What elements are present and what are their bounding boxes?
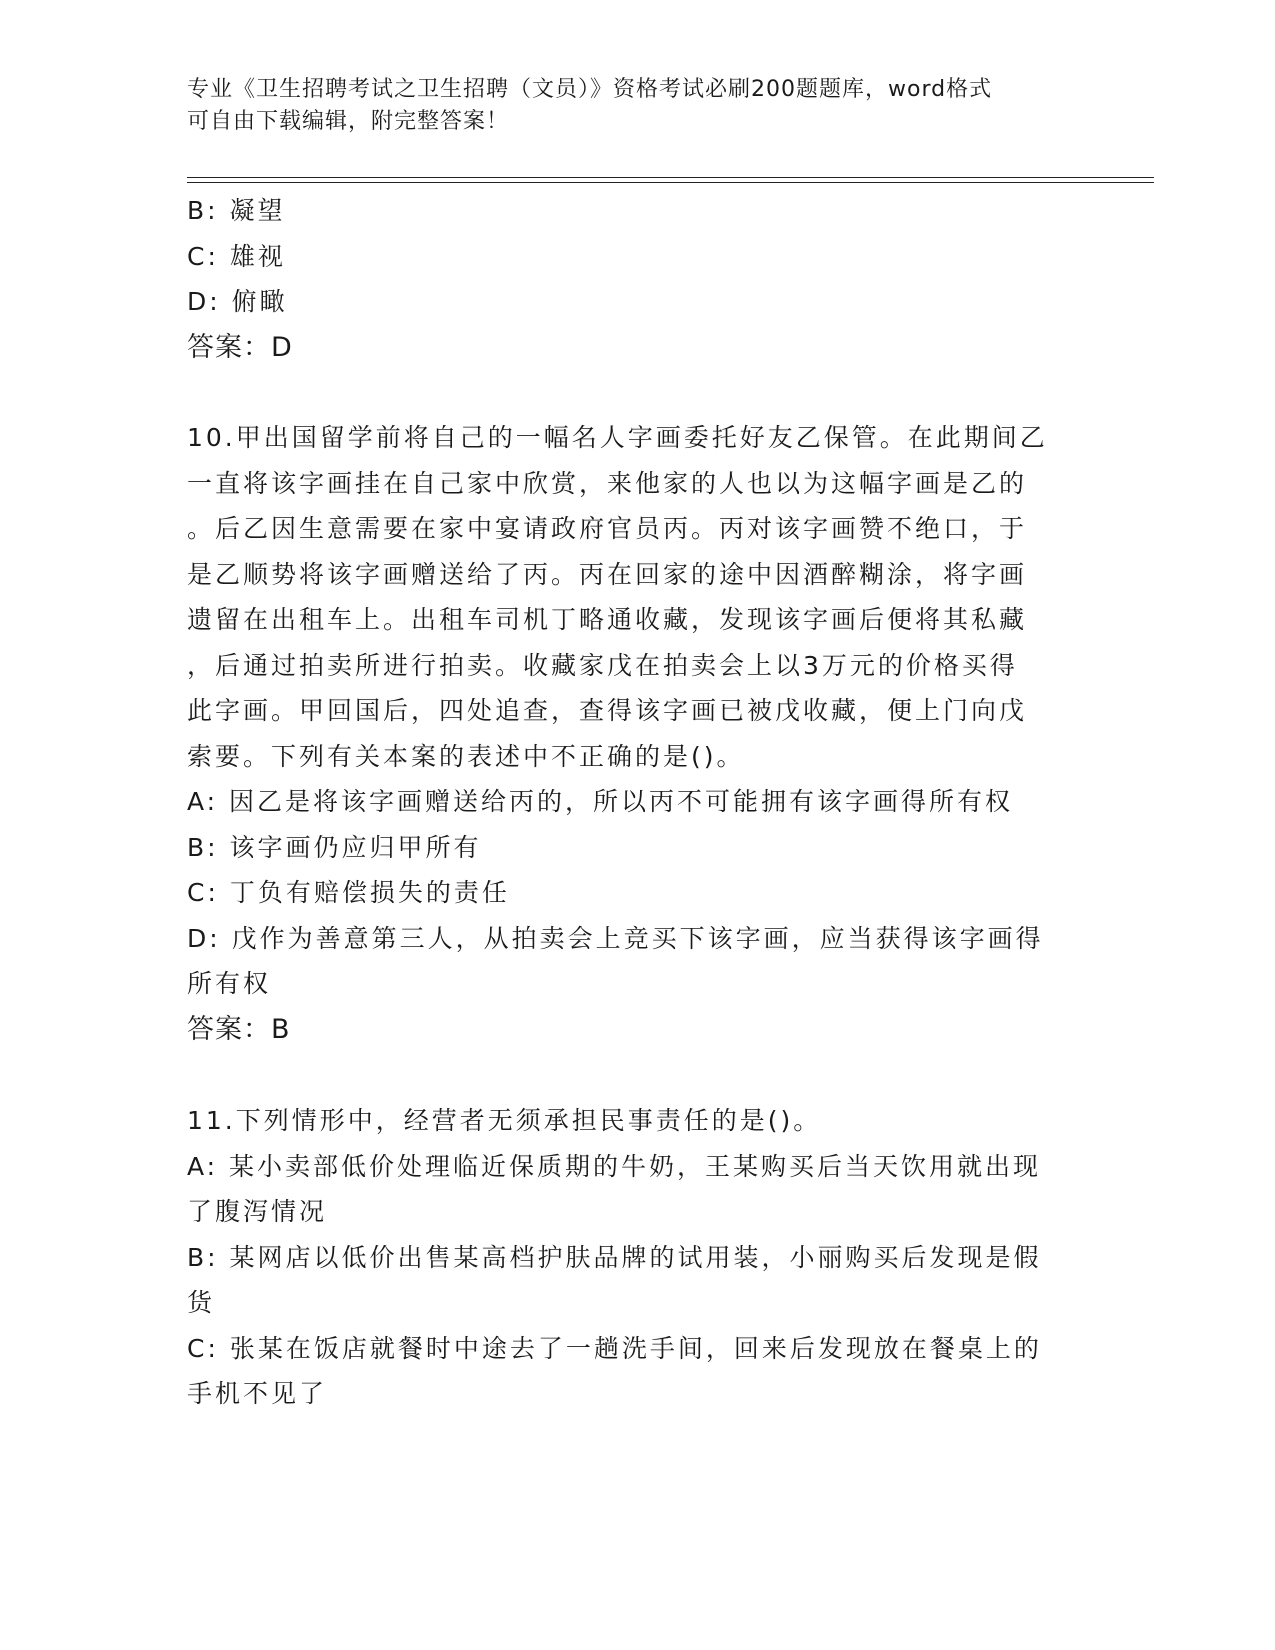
option-c: C: 雄视	[187, 241, 286, 271]
question-stem-line: 是乙顺势将该字画赠送给了丙。丙在回家的途中因酒醉糊涂，将字画	[187, 559, 1028, 589]
answer-line: 答案：D	[187, 331, 293, 363]
page-header	[187, 74, 1067, 138]
option-a-continued: 了腹泻情况	[187, 1197, 328, 1226]
option-d: D: 俯瞰	[187, 287, 288, 316]
spacer	[187, 1052, 1077, 1098]
question-stem-line: 一直将该字画挂在自己家中欣赏，来他家的人也以为这幅字画是乙的	[187, 468, 1028, 498]
previous-question	[187, 188, 1077, 370]
question-stem-line: 。后乙因生意需要在家中宴请政府官员丙。丙对该字画赞不绝口，于	[187, 514, 1028, 543]
option-a: A: 某小卖部低价处理临近保质期的牛奶，王某购买后当天饮用就出现	[187, 1151, 1042, 1181]
option-d-continued: 所有权	[187, 969, 272, 998]
question-10	[187, 415, 1077, 1052]
question-11	[187, 1098, 1077, 1417]
option-c: C: 张某在饭店就餐时中途去了一趟洗手间，回来后发现放在餐桌上的	[187, 1333, 1042, 1363]
option-a: A: 因乙是将该字画赠送给丙的，所以丙不可能拥有该字画得所有权	[187, 787, 1014, 816]
answer-line: 答案：B	[187, 1013, 291, 1045]
document-body	[187, 188, 1077, 1417]
spacer	[187, 370, 1077, 415]
question-stem-line: 此字画。甲回国后，四处追查，查得该字画已被戊收藏，便上门向戊	[187, 696, 1028, 725]
question-stem-line: ，后通过拍卖所进行拍卖。收藏家戊在拍卖会上以3万元的价格买得	[187, 650, 1018, 680]
header-line-1: 专业《卫生招聘考试之卫生招聘（文员）》资格考试必刷200题题库，word格式	[187, 77, 993, 102]
option-b: B: 凝望	[187, 196, 286, 225]
header-line-2: 可自由下载编辑，附完整答案！	[187, 109, 510, 134]
question-stem: 11.下列情形中，经营者无须承担民事责任的是()。	[187, 1106, 822, 1135]
option-c: C: 丁负有赔偿损失的责任	[187, 878, 510, 907]
option-c-continued: 手机不见了	[187, 1379, 328, 1408]
option-b: B: 某网店以低价出售某高档护肤品牌的试用装，小丽购买后发现是假	[187, 1242, 1042, 1272]
header-rule-bottom	[187, 182, 1154, 183]
header-rule-top	[187, 177, 1154, 178]
question-stem-line: 遗留在出租车上。出租车司机丁略通收藏，发现该字画后便将其私藏	[187, 605, 1028, 634]
option-d: D: 戊作为善意第三人，从拍卖会上竞买下该字画，应当获得该字画得	[187, 923, 1044, 953]
question-stem-line: 10.甲出国留学前将自己的一幅名人字画委托好友乙保管。在此期间乙	[187, 423, 1048, 452]
option-b: B: 该字画仍应归甲所有	[187, 832, 482, 862]
option-b-continued: 货	[187, 1288, 216, 1317]
question-stem-line: 索要。下列有关本案的表述中不正确的是()。	[187, 741, 745, 771]
